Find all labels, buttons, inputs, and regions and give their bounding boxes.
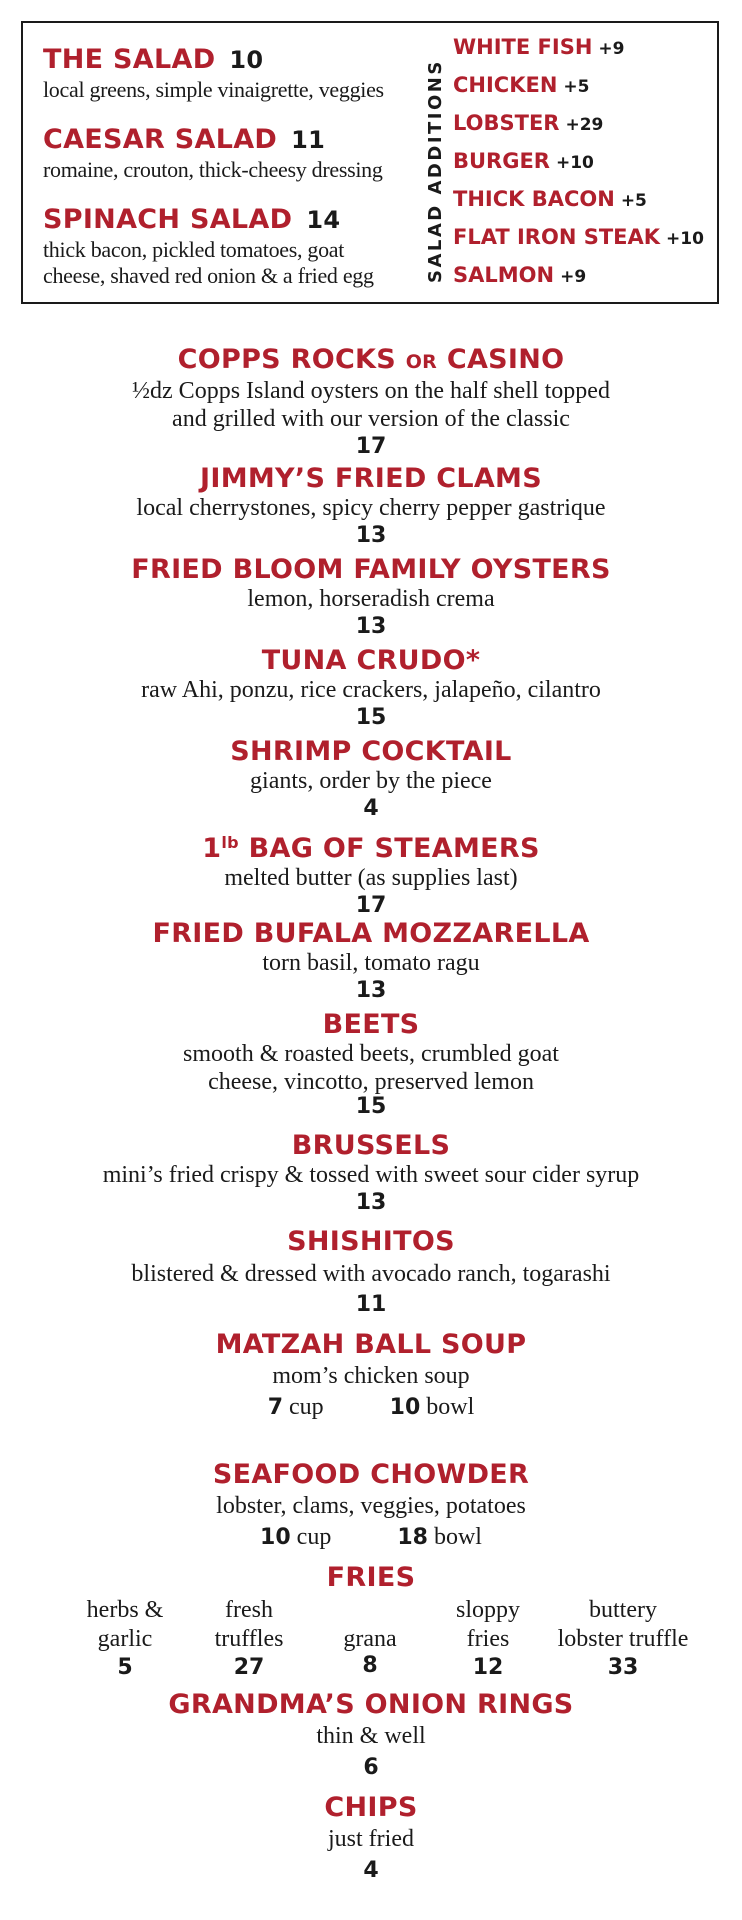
cup-price: 10 <box>260 1525 291 1550</box>
dish-price: 6 <box>363 1755 379 1780</box>
addition-name: THICK BACON <box>453 187 615 211</box>
menu-item-copps <box>0 345 742 460</box>
dish-name: SHISHITOS <box>287 1226 455 1257</box>
dish-desc: giants, order by the piece <box>250 768 492 794</box>
dish-name-unit: lb <box>221 833 239 852</box>
dish-desc: just fried <box>328 1826 414 1852</box>
dish-desc-line2: cheese, vincotto, preserved lemon <box>208 1069 534 1095</box>
menu-item-beets <box>0 1010 742 1118</box>
menu-item-fries <box>0 1563 742 1593</box>
addition-price: +5 <box>563 77 590 97</box>
dish-price: 15 <box>355 1094 387 1119</box>
addition-item <box>453 261 586 291</box>
menu-item-chips <box>0 1793 742 1887</box>
menu-item-tuna <box>0 646 742 731</box>
fries-option-line1: herbs & <box>86 1597 164 1623</box>
addition-item <box>453 71 589 101</box>
fries-option-price: 12 <box>472 1655 504 1680</box>
addition-price: +5 <box>620 191 647 211</box>
fries-option-line2: lobster truffle <box>557 1626 689 1652</box>
dish-price: 13 <box>355 614 387 639</box>
soup-sizes <box>0 1392 742 1423</box>
addition-name: CHICKEN <box>453 73 558 97</box>
dish-price: 13 <box>355 978 387 1003</box>
addition-item <box>453 223 704 253</box>
fries-option-price: 33 <box>607 1655 639 1680</box>
addition-name: SALMON <box>453 263 555 287</box>
dish-desc: raw Ahi, ponzu, rice crackers, jalapeño, cilantro <box>141 677 601 703</box>
salad-item <box>43 123 438 183</box>
menu-item-mozzarella <box>0 919 742 1004</box>
cup-label: cup <box>289 1394 324 1420</box>
bowl-label: bowl <box>433 1524 482 1550</box>
dish-price: 17 <box>355 893 387 918</box>
addition-item <box>453 109 603 139</box>
dish-price: 4 <box>363 1858 379 1883</box>
fries-option-line1: fresh <box>225 1597 273 1623</box>
fries-option-price: 5 <box>117 1655 133 1680</box>
cup-label: cup <box>296 1524 332 1550</box>
dish-name: SHRIMP COCKTAIL <box>230 736 512 767</box>
dish-desc-line1: ½dz Copps Island oysters on the half shell topped <box>132 378 610 404</box>
addition-item <box>453 147 594 177</box>
salad-item <box>43 43 438 103</box>
dish-desc-line2: and grilled with our version of the classic <box>172 406 570 432</box>
addition-price: +10 <box>666 229 704 249</box>
fries-option-line1: sloppy <box>455 1597 520 1623</box>
dish-desc: mom’s chicken soup <box>272 1363 470 1389</box>
dish-name: BAG OF STEAMERS <box>248 833 540 864</box>
fries-option-price: 8 <box>362 1653 378 1678</box>
salad-name: SPINACH SALAD <box>43 204 293 235</box>
addition-name: BURGER <box>453 149 550 173</box>
addition-price: +29 <box>565 115 604 135</box>
dish-name: BEETS <box>322 1009 420 1040</box>
salad-name: THE SALAD <box>43 44 216 75</box>
salad-price: 14 <box>306 206 341 234</box>
dish-name: GRANDMA’S ONION RINGS <box>168 1689 574 1720</box>
dish-price: 4 <box>363 796 379 821</box>
menu-item-shrimp <box>0 737 742 822</box>
salad-desc: romaine, crouton, thick-cheesy dressing <box>43 157 383 182</box>
menu-item-chowder <box>0 1460 742 1553</box>
dish-name: CHIPS <box>324 1792 418 1823</box>
dish-price: 13 <box>355 523 387 548</box>
dish-desc: melted butter (as supplies last) <box>224 865 518 891</box>
dish-price: 15 <box>355 705 387 730</box>
dish-name: SEAFOOD CHOWDER <box>212 1459 530 1490</box>
menu-item-matzah <box>0 1330 742 1423</box>
salad-desc-line1: thick bacon, pickled tomatoes, goat <box>43 237 345 262</box>
bowl-label: bowl <box>426 1394 475 1420</box>
addition-name: LOBSTER <box>453 111 560 135</box>
fries-title: FRIES <box>326 1562 416 1593</box>
dish-name: BRUSSELS <box>291 1130 451 1161</box>
dish-name-quantity: 1 <box>202 833 222 864</box>
dish-desc: mini’s fried crispy & tossed with sweet sour cider syrup <box>102 1162 640 1188</box>
fries-option-line2: garlic <box>97 1626 153 1652</box>
salad-price: 10 <box>229 46 264 74</box>
menu-item-clams <box>0 464 742 549</box>
addition-price: +10 <box>555 153 594 173</box>
salad-box <box>21 21 719 304</box>
addition-item <box>453 185 647 215</box>
soup-sizes <box>0 1522 742 1553</box>
salad-desc-line2: cheese, shaved red onion & a fried egg <box>43 263 374 288</box>
fries-option-line2: truffles <box>214 1626 284 1652</box>
dish-name: MATZAH BALL SOUP <box>215 1329 527 1360</box>
dish-desc: lobster, clams, veggies, potatoes <box>216 1493 526 1519</box>
dish-price: 13 <box>355 1190 387 1215</box>
menu-item-oysters <box>0 555 742 640</box>
addition-price: +9 <box>560 267 587 287</box>
addition-name: FLAT IRON STEAK <box>453 225 661 249</box>
menu-item-onion-rings <box>0 1690 742 1784</box>
addition-price: +9 <box>598 39 625 59</box>
menu-item-brussels <box>0 1131 742 1216</box>
dish-desc: torn basil, tomato ragu <box>262 950 480 976</box>
bowl-price: 10 <box>389 1395 421 1420</box>
menu-item-steamers <box>0 828 742 919</box>
dish-desc-line1: smooth & roasted beets, crumbled goat <box>183 1041 559 1067</box>
fries-option-price: 27 <box>233 1655 265 1680</box>
dish-name: CASINO <box>446 344 565 375</box>
bowl-price: 18 <box>397 1525 428 1550</box>
dish-price: 17 <box>355 434 387 459</box>
salad-price: 11 <box>291 126 326 154</box>
dish-name: TUNA CRUDO* <box>261 645 481 676</box>
fries-option <box>543 1596 703 1682</box>
fries-option-line2: grana <box>343 1626 397 1652</box>
dish-name: JIMMY’S FRIED CLAMS <box>200 463 542 494</box>
menu-item-shishitos <box>0 1227 742 1318</box>
fries-option-line1: buttery <box>589 1597 657 1623</box>
dish-name: COPPS ROCKS <box>177 344 397 375</box>
addition-name: WHITE FISH <box>453 35 593 59</box>
dish-desc: lemon, horseradish crema <box>247 586 495 612</box>
salad-name: CAESAR SALAD <box>43 124 278 155</box>
fries-option <box>413 1596 563 1682</box>
addition-item <box>453 33 624 63</box>
cup-price: 7 <box>267 1395 284 1420</box>
salad-desc: local greens, simple vinaigrette, veggies <box>43 77 384 102</box>
dish-name: FRIED BLOOM FAMILY OYSTERS <box>131 554 611 585</box>
dish-desc: thin & well <box>316 1723 426 1749</box>
dish-name-or: OR <box>405 351 438 373</box>
fries-option-line2: fries <box>466 1626 510 1652</box>
dish-price: 11 <box>355 1292 387 1317</box>
dish-desc: local cherrystones, spicy cherry pepper gastrique <box>136 495 606 521</box>
dish-name: FRIED BUFALA MOZZARELLA <box>152 918 590 949</box>
salad-item <box>43 203 438 289</box>
salad-additions-label: SALAD ADDITIONS <box>425 59 446 283</box>
dish-desc: blistered & dressed with avocado ranch, togarashi <box>131 1261 611 1287</box>
